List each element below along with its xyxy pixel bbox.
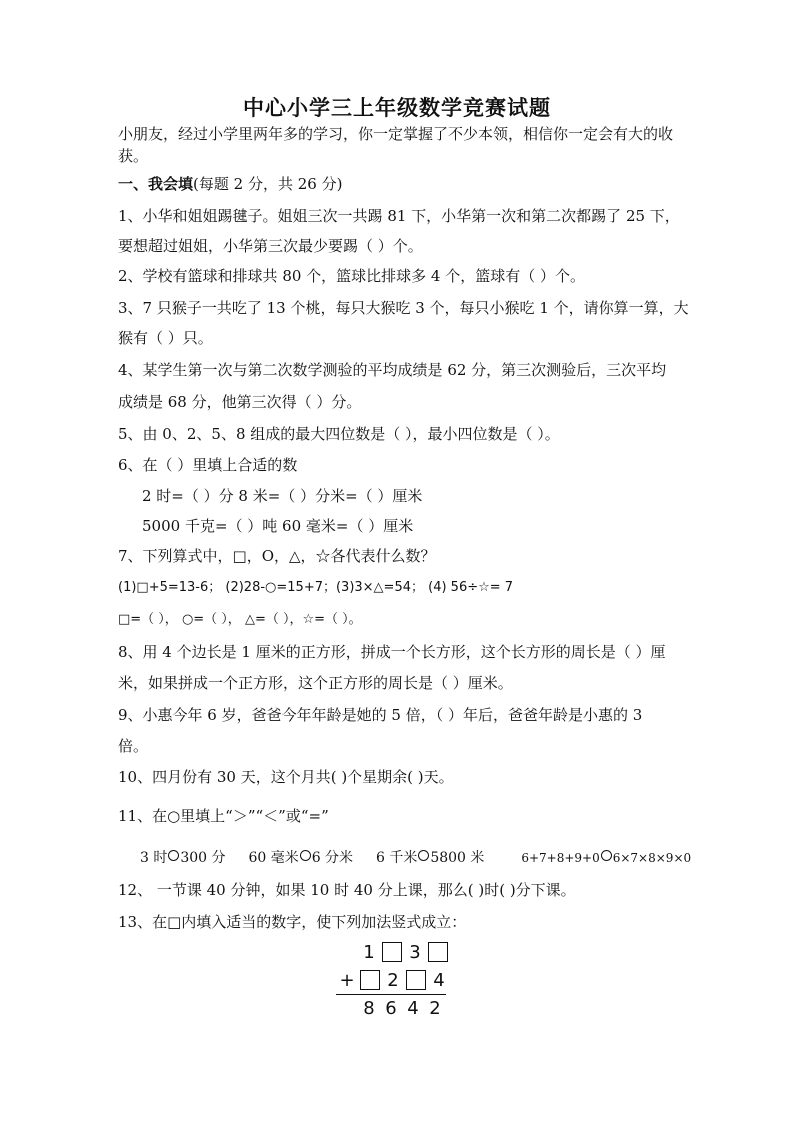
question-6-stem: 6、在（ ）里填上合适的数 (118, 456, 298, 474)
question-4-line-1: 4、某学生第一次与第二次数学测验的平均成绩是 62 分，第三次测验后，三次平均 (118, 361, 667, 379)
question-5: 5、由 0、2、5、8 组成的最大四位数是（ ），最小四位数是（ ）。 (118, 425, 560, 443)
compare-item: 3 时 300 分 (140, 850, 226, 866)
compare-item: 60 毫米 6 分米 (248, 850, 354, 866)
question-7-row-1: (1)□+5=13-6； (2)28-○=15+7；(3)3×△=54； (4) 56÷☆= 7 (118, 580, 514, 595)
question-11-stem: 11、在○里填上“＞”“＜”或“=” (118, 807, 329, 825)
question-4-line-2: 成绩是 68 分，他第三次得（ ）分。 (118, 393, 362, 411)
circle-blank-icon[interactable] (601, 850, 612, 861)
question-13-stem: 13、在□内填入适当的数字，使下列加法竖式成立： (118, 913, 467, 931)
digit: 2 (429, 997, 441, 1019)
circle-blank-icon[interactable] (418, 850, 429, 861)
compare-item: 6 千米 5800 米 (375, 850, 485, 866)
circle-blank-icon[interactable] (168, 850, 179, 861)
question-11-items (140, 848, 691, 868)
question-10: 10、四月份有 30 天，这个月共( )个星期余( )天。 (118, 768, 454, 786)
digit: 4 (407, 997, 419, 1019)
question-7-stem: 7、下列算式中，□，O，△，☆各代表什么数？ (118, 547, 436, 565)
digit-blank-box[interactable] (428, 942, 448, 962)
question-1-line-1: 1、小华和姐姐踢毽子。姐姐三次一共踢 81 下，小华第一次和第二次都踢了 25 下， (118, 207, 680, 225)
digit: 2 (387, 969, 399, 991)
question-12: 12、 一节课 40 分钟，如果 10 时 40 分上课，那么( )时( )分下课。 (118, 881, 576, 899)
digit: 4 (433, 969, 445, 991)
question-6-row-1: 2 时=（ ）分 8 米=（ ）分米=（ ）厘米 (142, 487, 423, 505)
compare-item: 6+7+8+9+0 6×7×8×9×0 (521, 851, 692, 865)
question-2: 2、学校有篮球和排球共 80 个，篮球比排球多 4 个，篮球有（ ）个。 (118, 267, 586, 285)
question-3-line-1: 3、7 只猴子一共吃了 13 个桃，每只大猴吃 3 个，每只小猴吃 1 个，请你算一算，大 (118, 299, 689, 317)
addend-row-2 (336, 968, 450, 992)
digit-blank-box[interactable] (382, 942, 402, 962)
question-9-line-1: 9、小惠今年 6 岁，爸爸今年年龄是她的 5 倍，（ ）年后，爸爸年龄是小惠的 3 (118, 706, 643, 724)
digit-blank-box[interactable] (360, 970, 380, 990)
section-title: 一、我会填 (118, 175, 194, 193)
digit: 1 (363, 941, 375, 963)
digit: 6 (385, 997, 397, 1019)
question-1-line-2: 要想超过姐姐，小华第三次最少要踢（ ）个。 (118, 237, 423, 255)
digit: 8 (363, 997, 375, 1019)
question-3-line-2: 猴有（ ）只。 (118, 329, 213, 347)
addend-row-1 (358, 940, 450, 964)
digit: 3 (409, 941, 421, 963)
circle-blank-icon[interactable] (300, 850, 311, 861)
question-6-row-2: 5000 千克=（ ）吨 60 毫米=（ ）厘米 (142, 517, 414, 535)
question-9-line-2: 倍。 (118, 737, 149, 755)
section-1-heading (118, 174, 342, 194)
question-8-line-1: 8、用 4 个边长是 1 厘米的正方形，拼成一个长方形，这个长方形的周长是（ ）厘 (118, 643, 666, 661)
question-7-row-2: □=（ ）， ○=（ ）， △=（ ），☆=（ ）。 (118, 612, 362, 627)
intro-line-2: 获。 (118, 147, 149, 165)
section-score-note: (每题 2 分，共 26 分) (193, 175, 343, 193)
result-row (358, 996, 446, 1020)
plus-sign: + (339, 969, 355, 991)
page-title: 中心小学三上年级数学竞赛试题 (243, 95, 551, 120)
intro-line-1: 小朋友，经过小学里两年多的学习，你一定掌握了不少本领，相信你一定会有大的收 (118, 125, 674, 143)
sum-rule (336, 994, 446, 995)
digit-blank-box[interactable] (406, 970, 426, 990)
question-8-line-2: 米，如果拼成一个正方形，这个正方形的周长是（ ）厘米。 (118, 674, 513, 692)
vertical-addition (336, 940, 456, 1020)
